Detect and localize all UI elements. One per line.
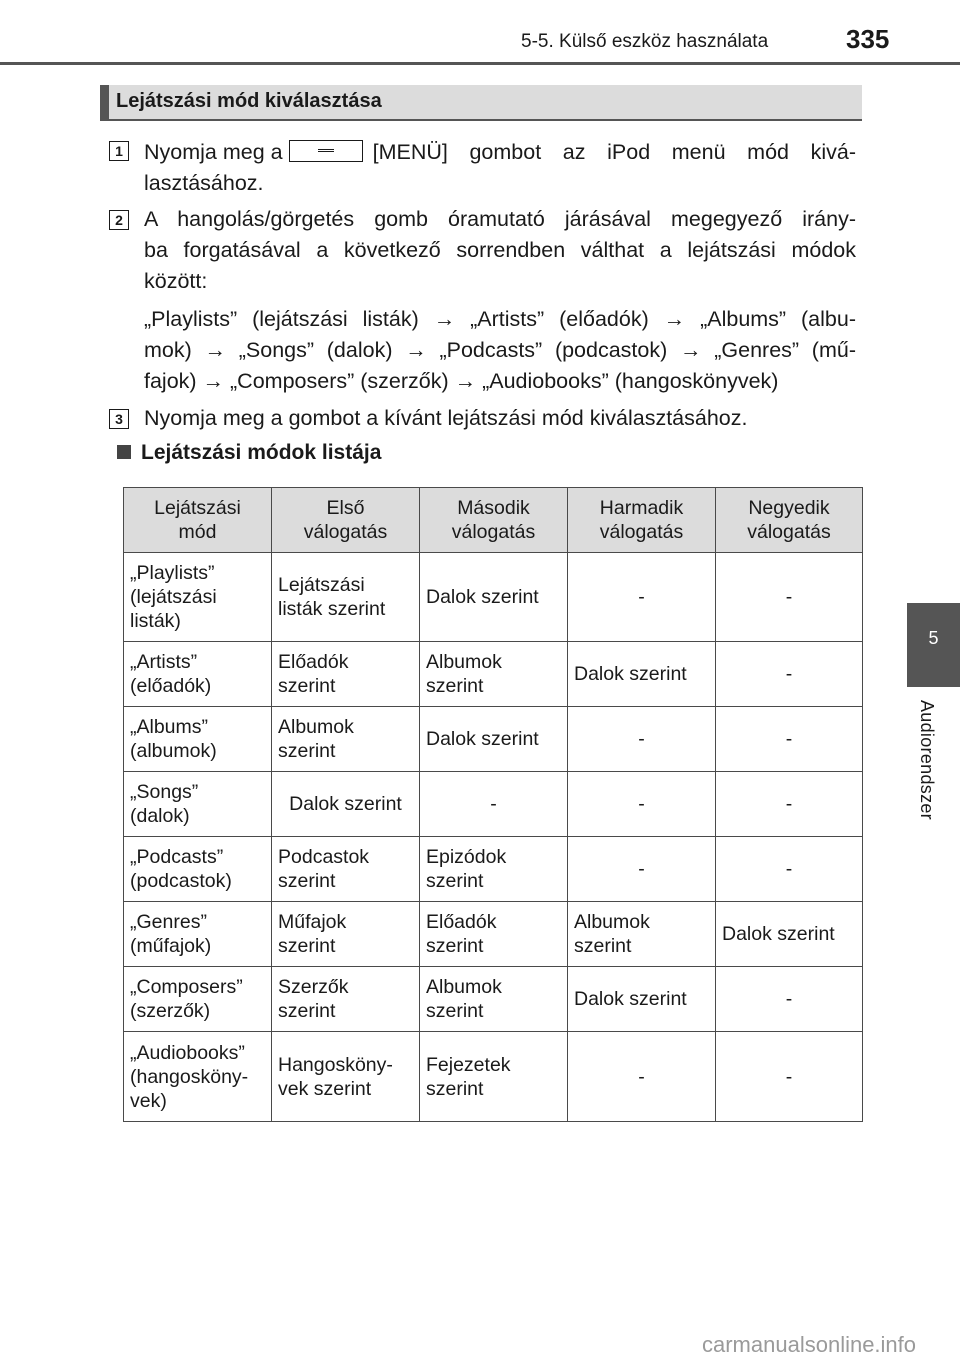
step-2-line: A hangolás/görgetés gomb óramutató járásával megegyező irány- xyxy=(144,207,856,231)
table-cell: - xyxy=(716,553,863,642)
table-row xyxy=(124,967,863,1032)
table-cell: Előadók szerint xyxy=(420,902,568,967)
section-title: Lejátszási mód kiválasztása xyxy=(116,90,382,112)
table-cell: Fejezetek szerint xyxy=(420,1032,568,1122)
step-1-before: Nyomja meg a xyxy=(144,140,283,164)
list-heading xyxy=(117,441,381,465)
table-row xyxy=(124,553,863,642)
table-cell: Albumok szerint xyxy=(420,642,568,707)
table-cell: Epizódok szerint xyxy=(420,837,568,902)
sequence-line: mok) → „Songs” (dalok) → „Podcasts” (podcastok) → „Genres” (mű- xyxy=(144,338,856,362)
table-row xyxy=(124,1032,863,1122)
square-bullet-icon xyxy=(117,445,131,459)
mode-sequence xyxy=(144,304,856,397)
watermark: carmanualsonline.info xyxy=(702,1332,917,1357)
table-cell: Podcastok szerint xyxy=(272,837,420,902)
step-number-box: 1 xyxy=(109,141,129,161)
playback-modes-table xyxy=(123,487,863,1122)
table-cell: Hangosköny- vek szerint xyxy=(272,1032,420,1122)
page-number: 335 xyxy=(846,24,890,54)
table-cell: - xyxy=(716,1032,863,1122)
step-2-text xyxy=(144,204,856,297)
table-cell: - xyxy=(568,772,716,837)
table-cell: „Songs” (dalok) xyxy=(124,772,272,837)
table-cell: „Podcasts” (podcastok) xyxy=(124,837,272,902)
step-1-cont: lasztásához. xyxy=(144,171,264,195)
list-heading-text: Lejátszási módok listája xyxy=(141,441,382,464)
table-cell: - xyxy=(568,1032,716,1122)
table-cell: - xyxy=(568,707,716,772)
table-cell: - xyxy=(716,707,863,772)
table-cell: Albumok szerint xyxy=(568,902,716,967)
chapter-tab-label: Audiorendszer xyxy=(917,700,937,820)
column-header: Negyedik válogatás xyxy=(716,488,863,553)
table-row xyxy=(124,707,863,772)
table-cell: Műfajok szerint xyxy=(272,902,420,967)
table-header-row xyxy=(124,488,863,553)
table-cell: - xyxy=(568,553,716,642)
table-cell: - xyxy=(716,772,863,837)
table-cell: - xyxy=(716,967,863,1032)
column-header: Harmadik válogatás xyxy=(568,488,716,553)
step-1-text xyxy=(144,137,856,199)
table-cell: - xyxy=(716,837,863,902)
section-title-bar xyxy=(100,85,862,119)
table-cell: Előadók szerint xyxy=(272,642,420,707)
step-2-line: ba forgatásával a következő sorrendben válthat a lejátszási módok xyxy=(144,238,856,262)
step-2-line: között: xyxy=(144,269,208,293)
page-header-title: 5-5. Külső eszköz használata xyxy=(521,31,769,52)
step-number-box: 2 xyxy=(109,210,129,230)
table-cell: Dalok szerint xyxy=(568,967,716,1032)
table-cell: - xyxy=(420,772,568,837)
table-row xyxy=(124,772,863,837)
step-number-box: 3 xyxy=(109,409,129,429)
table-cell: - xyxy=(568,837,716,902)
table-cell: „Playlists” (lejátszási listák) xyxy=(124,553,272,642)
table-cell: Dalok szerint xyxy=(568,642,716,707)
step-3-text: Nyomja meg a gombot a kívánt lejátszási mód kiválasztásához. xyxy=(144,406,748,430)
table-cell: Dalok szerint xyxy=(272,772,420,837)
table-cell: Dalok szerint xyxy=(420,707,568,772)
sequence-line: fajok) → „Composers” (szerzők) → „Audiobooks” (hangoskönyvek) xyxy=(144,369,779,393)
chapter-tab-number: 5 xyxy=(928,628,939,648)
table-row xyxy=(124,902,863,967)
section-title-divider xyxy=(100,119,862,121)
step-1-after: [MENÜ] gombot az iPod menü mód kivá- xyxy=(372,140,856,164)
table-cell: „Audiobooks” (hangosköny- vek) xyxy=(124,1032,272,1122)
table-row xyxy=(124,642,863,707)
menu-button-icon xyxy=(289,140,363,162)
table-row xyxy=(124,837,863,902)
header-divider xyxy=(0,62,960,65)
table-cell: „Genres” (műfajok) xyxy=(124,902,272,967)
sequence-line: „Playlists” (lejátszási listák) → „Artists” (előadók) → „Albums” (albu- xyxy=(144,307,856,331)
column-header: Lejátszási mód xyxy=(124,488,272,553)
table-cell: Dalok szerint xyxy=(716,902,863,967)
table-cell: „Albums” (albumok) xyxy=(124,707,272,772)
table-cell: Szerzők szerint xyxy=(272,967,420,1032)
table-cell: Dalok szerint xyxy=(420,553,568,642)
table-cell: - xyxy=(716,642,863,707)
table-cell: Albumok szerint xyxy=(420,967,568,1032)
table-cell: „Composers” (szerzők) xyxy=(124,967,272,1032)
column-header: Első válogatás xyxy=(272,488,420,553)
table-cell: Albumok szerint xyxy=(272,707,420,772)
table-cell: „Artists” (előadók) xyxy=(124,642,272,707)
table-cell: Lejátszási listák szerint xyxy=(272,553,420,642)
column-header: Második válogatás xyxy=(420,488,568,553)
